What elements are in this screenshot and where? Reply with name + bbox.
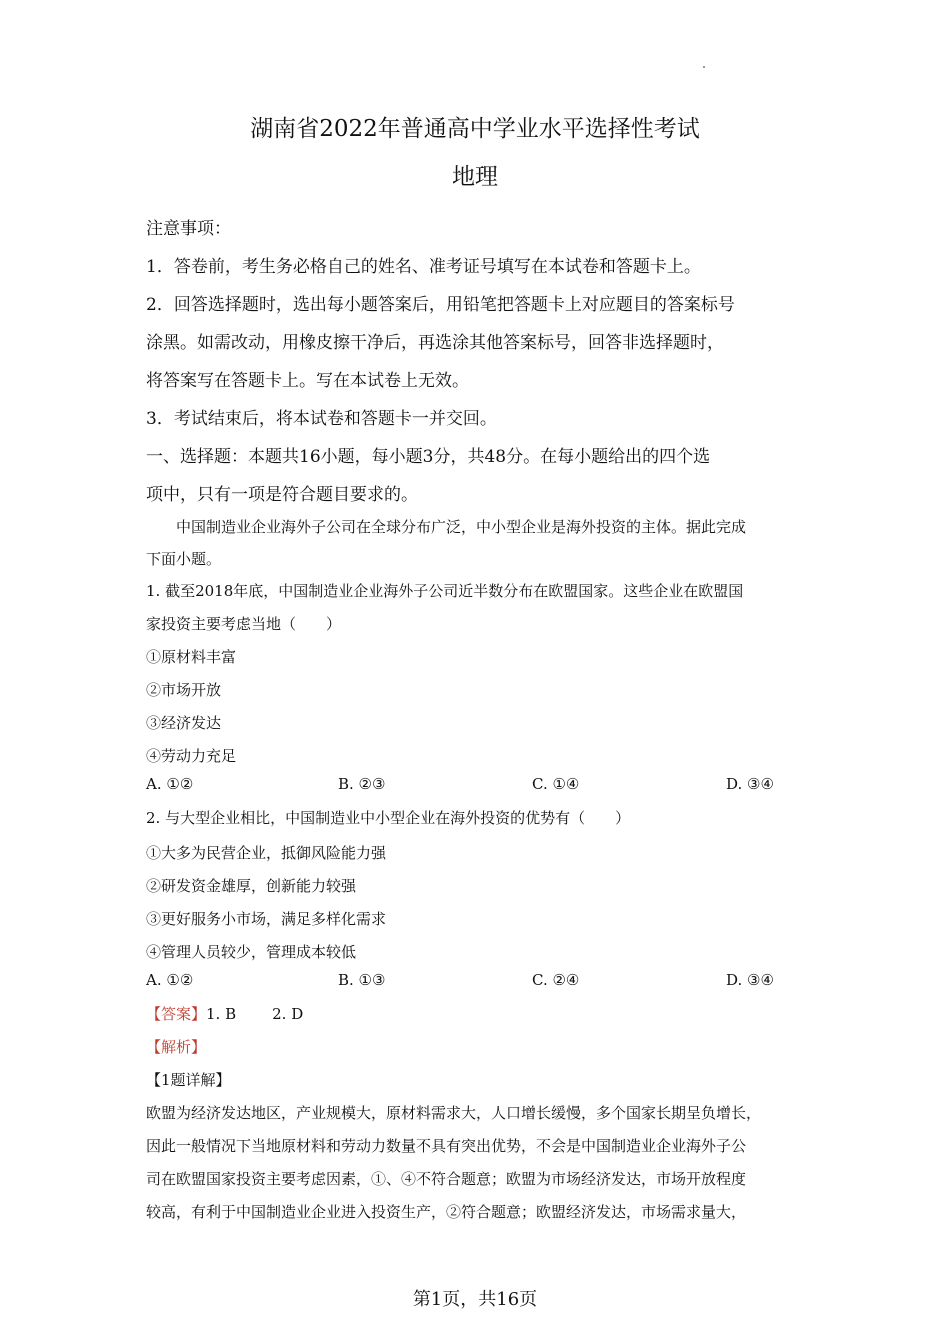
analysis-line: 较高，有利于中国制造业企业进入投资生产，②符合题意；欧盟经济发达，市场需求量大，	[146, 1203, 747, 1221]
answer-1: 1. B	[206, 1005, 237, 1023]
q1-option-d: D. ③④	[726, 775, 774, 793]
analysis-line: 司在欧盟国家投资主要考虑因素，①、④不符合题意；欧盟为市场经济发达，市场开放程度	[146, 1170, 747, 1188]
analysis-detail-label: 【1题详解】	[146, 1071, 231, 1089]
q1-option-a: A. ①②	[146, 775, 194, 793]
q2-stem: 2. 与大型企业相比，中国制造业中小型企业在海外投资的优势有（ ）	[146, 809, 631, 827]
q2-option-c: C. ②④	[532, 971, 580, 989]
q2-item: ④管理人员较少，管理成本较低	[146, 943, 357, 961]
q2-item: ①大多为民营企业，抵御风险能力强	[146, 844, 387, 862]
q2-item: ③更好服务小市场，满足多样化需求	[146, 910, 387, 928]
exam-title: 湖南省2022年普通高中学业水平选择性考试	[250, 116, 700, 142]
analysis-line: 欧盟为经济发达地区，产业规模大，原材料需求大，人口增长缓慢，多个国家长期呈负增长，	[146, 1104, 762, 1122]
q2-option-b: B. ①③	[338, 971, 386, 989]
section-heading-line-2: 项中，只有一项是符合题目要求的。	[146, 485, 418, 505]
scan-dot	[703, 66, 705, 68]
q1-stem-line-1: 1. 截至2018年底，中国制造业企业海外子公司近半数分布在欧盟国家。这些企业在欧盟国	[146, 582, 744, 600]
notice-item-3: 3．考试结束后，将本试卷和答题卡一并交回。	[146, 409, 497, 429]
answer-2: 2. D	[272, 1005, 304, 1023]
q1-item: ①原材料丰富	[146, 648, 237, 666]
passage-line-2: 下面小题。	[146, 550, 222, 568]
notice-item-2-line-1: 2．回答选择题时，选出每小题答案后，用铅笔把答题卡上对应题目的答案标号	[146, 295, 735, 315]
q1-stem-line-2: 家投资主要考虑当地（ ）	[146, 615, 342, 633]
section-heading-line-1: 一、选择题：本题共16小题，每小题3分，共48分。在每小题给出的四个选	[146, 447, 711, 467]
notice-item-2-line-2: 涂黑。如需改动，用橡皮擦干净后，再选涂其他答案标号，回答非选择题时，	[146, 333, 724, 353]
analysis-line: 因此一般情况下当地原材料和劳动力数量不具有突出优势，不会是中国制造业企业海外子公	[146, 1137, 747, 1155]
notice-item-1: 1．答卷前，考生务必格自己的姓名、准考证号填写在本试卷和答题卡上。	[146, 257, 701, 277]
passage-line-1: 中国制造业企业海外子公司在全球分布广泛，中小型企业是海外投资的主体。据此完成	[176, 518, 747, 536]
q1-option-b: B. ②③	[338, 775, 386, 793]
page-footer: 第1页，共16页	[412, 1289, 538, 1310]
notice-heading: 注意事项：	[146, 219, 231, 239]
notice-item-2-line-3: 将答案写在答题卡上。写在本试卷上无效。	[146, 371, 469, 391]
q1-option-c: C. ①④	[532, 775, 580, 793]
q2-item: ②研发资金雄厚，创新能力较强	[146, 877, 357, 895]
q1-item: ③经济发达	[146, 714, 222, 732]
answer-row	[146, 1003, 303, 1024]
subject-title: 地理	[452, 164, 498, 190]
answer-label: 【答案】	[146, 1005, 207, 1023]
q1-item: ④劳动力充足	[146, 747, 237, 765]
q2-option-d: D. ③④	[726, 971, 774, 989]
q1-item: ②市场开放	[146, 681, 222, 699]
q2-option-a: A. ①②	[146, 971, 194, 989]
analysis-label: 【解析】	[146, 1038, 207, 1056]
